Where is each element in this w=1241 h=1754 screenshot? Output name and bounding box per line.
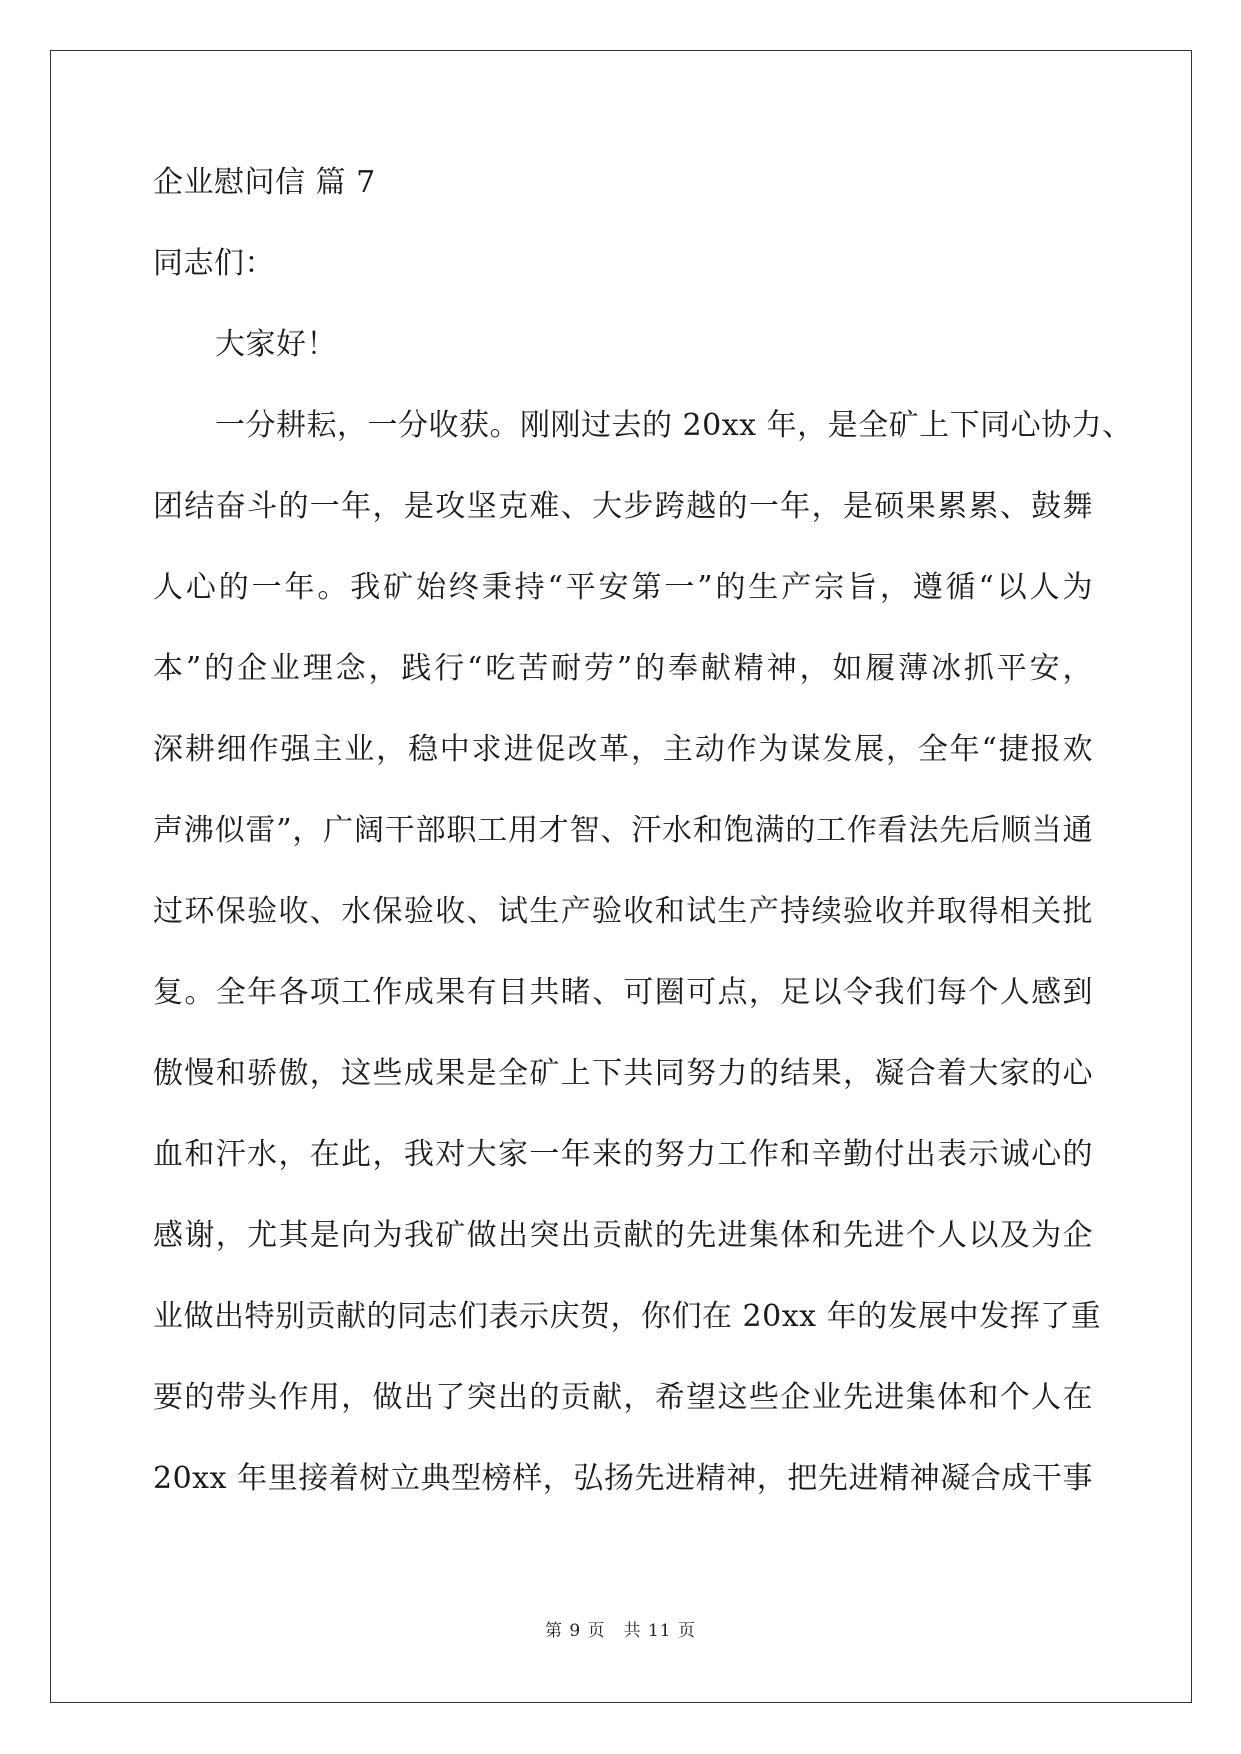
- document-body: [153, 162, 1133, 1539]
- body-line: 团结奋斗的一年，是攻坚克难、大步跨越的一年，是硕果累累、鼓舞: [153, 489, 1093, 524]
- body-line: 复。全年各项工作成果有目共睹、可圈可点，足以令我们每个人感到: [153, 975, 1093, 1010]
- page-number-footer: 第 9 页 共 11 页: [544, 1621, 697, 1641]
- document-title: 企业慰问信 篇 7: [153, 165, 376, 200]
- body-line: 感谢，尤其是向为我矿做出突出贡献的先进集体和先进个人以及为企: [153, 1218, 1093, 1253]
- greeting: 大家好！: [215, 327, 337, 362]
- body-line: 20xx 年里接着树立典型榜样，弘扬先进精神，把先进精神凝合成干事: [153, 1461, 1093, 1496]
- body-line: 一分耕耘，一分收获。刚刚过去的 20xx 年，是全矿上下同心协力、: [215, 408, 1133, 443]
- body-line: 深耕细作强主业，稳中求进促改革，主动作为谋发展，全年“捷报欢: [153, 732, 1093, 767]
- body-line: 声沸似雷”，广阔干部职工用才智、汗水和饱满的工作看法先后顺当通: [153, 813, 1093, 848]
- body-line: 人心的一年。我矿始终秉持“平安第一”的生产宗旨，遵循“以人为: [153, 570, 1093, 605]
- body-line: 傲慢和骄傲，这些成果是全矿上下共同努力的结果，凝合着大家的心: [153, 1056, 1093, 1091]
- body-line: 本”的企业理念，践行“吃苦耐劳”的奉献精神，如履薄冰抓平安，: [153, 651, 1093, 686]
- body-line: 要的带头作用，做出了突出的贡献，希望这些企业先进集体和个人在: [153, 1380, 1093, 1415]
- salutation: 同志们：: [153, 246, 275, 281]
- body-line: 业做出特别贡献的同志们表示庆贺，你们在 20xx 年的发展中发挥了重: [153, 1299, 1102, 1334]
- body-line: 血和汗水，在此，我对大家一年来的努力工作和辛勤付出表示诚心的: [153, 1137, 1093, 1172]
- body-line: 过环保验收、水保验收、试生产验收和试生产持续验收并取得相关批: [153, 894, 1093, 929]
